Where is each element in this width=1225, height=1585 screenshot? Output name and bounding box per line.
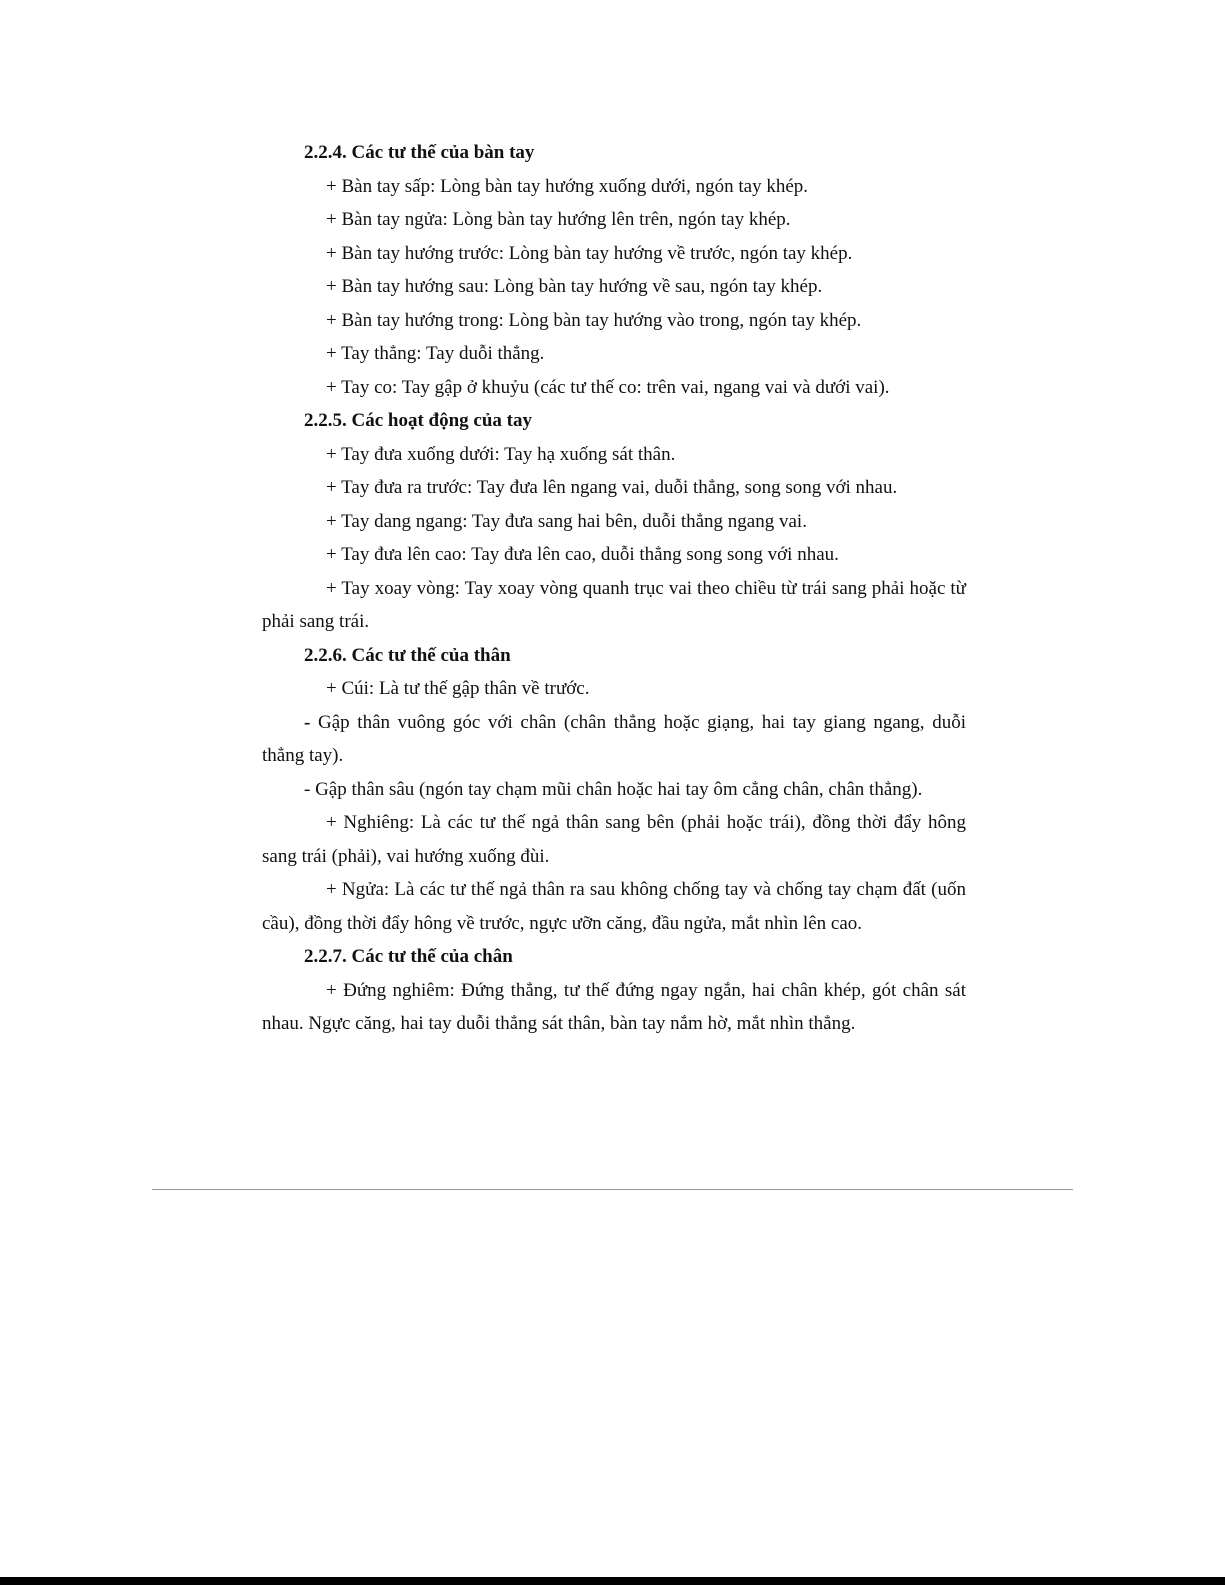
paragraph: + Nghiêng: Là các tư thế ngả thân sang bên (phải hoặc trái), đồng thời đẩy hông sang trái (phải), vai hướng xuống đùi. [262, 812, 966, 867]
list-item: + Bàn tay hướng trước: Lòng bàn tay hướng về trước, ngón tay khép. [326, 242, 853, 264]
list-item: + Bàn tay ngửa: Lòng bàn tay hướng lên trên, ngón tay khép. [326, 209, 791, 230]
list-item: + Tay co: Tay gập ở khuỷu (các tư thế co: trên vai, ngang vai và dưới vai). [326, 376, 890, 398]
list-item: + Cúi: Là tư thế gập thân về trước. [326, 678, 590, 699]
section-heading: 2.2.4. Các tư thế của bàn tay [304, 142, 535, 163]
page-divider [152, 1189, 1073, 1190]
bottom-edge-bar [0, 1577, 1225, 1585]
list-item: + Tay dang ngang: Tay đưa sang hai bên, duỗi thẳng ngang vai. [326, 510, 807, 532]
list-item: + Tay đưa ra trước: Tay đưa lên ngang vai, duỗi thẳng, song song với nhau. [326, 477, 898, 498]
paragraph: + Tay xoay vòng: Tay xoay vòng quanh trục vai theo chiều từ trái sang phải hoặc từ phải sang trái. [262, 577, 966, 632]
paragraph: + Ngửa: Là các tư thế ngả thân ra sau không chống tay và chống tay chạm đất (uốn cầu), đồng thời đẩy hông về trước, ngực ưỡn căng, đầu ngửa, mắt nhìn lên cao. [262, 879, 966, 934]
sub-item [262, 706, 966, 773]
dash-marker: - [304, 711, 311, 733]
list-item: + Tay thẳng: Tay duỗi thẳng. [326, 343, 545, 364]
section-heading: 2.2.5. Các hoạt động của tay [304, 410, 533, 431]
list-item: + Tay đưa xuống dưới: Tay hạ xuống sát thân. [326, 443, 676, 465]
paragraph: + Đứng nghiêm: Đứng thẳng, tư thế đứng ngay ngắn, hai chân khép, gót chân sát nhau. Ngực căng, hai tay duỗi thẳng sát thân, bàn tay nắm hờ, mắt nhìn thẳng. [262, 979, 966, 1034]
list-item: + Tay đưa lên cao: Tay đưa lên cao, duỗi thẳng song song với nhau. [326, 544, 839, 565]
list-item: + Bàn tay hướng trong: Lòng bàn tay hướng vào trong, ngón tay khép. [326, 309, 862, 331]
document-page [262, 136, 966, 1041]
section-heading: 2.2.6. Các tư thế của thân [304, 644, 511, 666]
sub-item-text: Gập thân vuông góc với chân (chân thẳng hoặc giạng, hai tay giang ngang, duỗi thẳng tay). [262, 711, 966, 766]
list-item: + Bàn tay sấp: Lòng bàn tay hướng xuống dưới, ngón tay khép. [326, 175, 809, 197]
sub-item: - Gập thân sâu (ngón tay chạm mũi chân hoặc hai tay ôm cẳng chân, chân thẳng). [304, 778, 923, 800]
section-heading: 2.2.7. Các tư thế của chân [304, 946, 513, 967]
list-item: + Bàn tay hướng sau: Lòng bàn tay hướng về sau, ngón tay khép. [326, 276, 823, 297]
